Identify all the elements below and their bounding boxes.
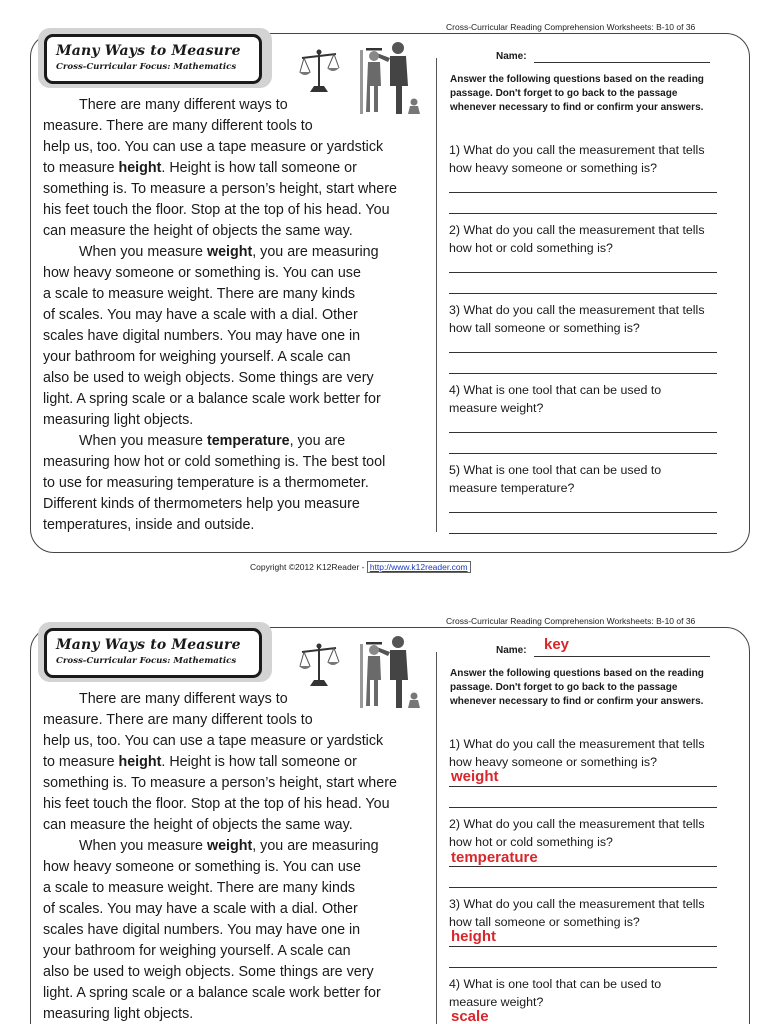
passage-line: of scales. You may have a scale with a dial. Other <box>43 307 358 323</box>
instructions: Answer the following questions based on the reading passage. Don't forget to go back to the passage whenever necessary to find or confirm your answers. <box>450 74 704 113</box>
worksheet-title: Many Ways to Measure <box>56 637 241 653</box>
answer-line[interactable] <box>449 807 717 808</box>
passage-line: Different kinds of thermometers help you measure <box>43 496 360 512</box>
answer-line[interactable] <box>449 453 717 454</box>
passage-line: something is. To measure a person’s height, start where <box>43 775 397 791</box>
question-3: 3) What do you call the measurement that tells how tall someone or something is? <box>449 897 705 929</box>
answer-line[interactable] <box>449 293 717 294</box>
answer-weight: weight <box>451 768 499 785</box>
title-box <box>44 34 262 84</box>
passage-line: also be used to weigh objects. Some things are very <box>43 964 374 980</box>
keyword-height: height <box>118 754 162 770</box>
worksheet-subtitle: Cross-Curricular Focus: Mathematics <box>56 656 237 666</box>
name-label: Name: <box>496 51 527 62</box>
question-3: 3) What do you call the measurement that tells how tall someone or something is? <box>449 303 705 335</box>
name-field[interactable] <box>534 656 710 657</box>
copyright-footer: Copyright ©2012 K12Reader - http://www.k12reader.com <box>250 562 471 572</box>
answer-temperature: temperature <box>451 849 538 866</box>
column-divider <box>436 652 437 1024</box>
worksheet-header: Cross-Curricular Reading Comprehension Worksheets: B-10 of 36 <box>446 616 696 626</box>
passage-line: how heavy someone or something is. You can use <box>43 859 361 875</box>
answer-line[interactable] <box>449 946 717 947</box>
passage-line: There are many different ways to <box>79 97 288 113</box>
question-1: 1) What do you call the measurement that tells how heavy someone or something is? <box>449 737 705 769</box>
reading-passage <box>43 689 433 1024</box>
question-5: 5) What is one tool that can be used to measure temperature? <box>449 463 662 495</box>
passage-line: scales have digital numbers. You may have one in <box>43 922 361 938</box>
worksheet-subtitle: Cross-Curricular Focus: Mathematics <box>56 62 237 72</box>
question-4: 4) What is one tool that can be used to measure weight? <box>449 977 662 1009</box>
answer-line[interactable] <box>449 272 717 273</box>
name-label: Name: <box>496 645 527 656</box>
balance-scale-icon <box>298 642 340 688</box>
reading-passage <box>43 95 433 536</box>
balance-scale-icon <box>298 48 340 94</box>
keyword-temperature: temperature <box>206 433 290 449</box>
keyword-height: height <box>118 160 162 176</box>
passage-line: light. A spring scale or a balance scale work better for <box>43 985 381 1001</box>
passage-line: measure. There are many different tools to <box>43 118 313 134</box>
passage-line: something is. To measure a person’s height, start where <box>43 181 397 197</box>
answer-line[interactable] <box>449 192 717 193</box>
answer-line[interactable] <box>449 786 717 787</box>
answer-line[interactable] <box>449 533 717 534</box>
passage-line: how heavy someone or something is. You can use <box>43 265 361 281</box>
worksheet-header: Cross-Curricular Reading Comprehension Worksheets: B-10 of 36 <box>446 22 696 32</box>
passage-line: temperatures, inside and outside. <box>43 517 255 533</box>
passage-line: your bathroom for weighing yourself. A scale can <box>43 943 351 959</box>
passage-line: your bathroom for weighing yourself. A scale can <box>43 349 351 365</box>
question-4: 4) What is one tool that can be used to measure weight? <box>449 383 662 415</box>
passage-line: his feet touch the floor. Stop at the top of his head. You <box>43 796 390 812</box>
passage-line: a scale to measure weight. There are many kinds <box>43 286 356 302</box>
passage-line: When you measure weight, you are measuring <box>79 244 379 260</box>
instructions: Answer the following questions based on the reading passage. Don't forget to go back to the passage whenever necessary to find or confirm your answers. <box>450 668 704 707</box>
passage-line: measuring light objects. <box>43 412 194 428</box>
key-handwritten: key <box>544 636 570 653</box>
answer-line[interactable] <box>449 967 717 968</box>
worksheet-title: Many Ways to Measure <box>56 43 241 59</box>
passage-line: help us, too. You can use a tape measure or yardstick <box>43 139 384 155</box>
answer-line[interactable] <box>449 352 717 353</box>
passage-line: measure. There are many different tools to <box>43 712 313 728</box>
keyword-weight: weight <box>206 838 253 854</box>
passage-line: measuring light objects. <box>43 1006 194 1022</box>
passage-line: also be used to weigh objects. Some things are very <box>43 370 374 386</box>
passage-line: can measure the height of objects the same way. <box>43 223 353 239</box>
answer-line[interactable] <box>449 432 717 433</box>
passage-line: his feet touch the floor. Stop at the top of his head. You <box>43 202 390 218</box>
answer-scale: scale <box>451 1008 489 1024</box>
passage-line: to measure height. Height is how tall someone or <box>43 754 357 770</box>
passage-line: a scale to measure weight. There are many kinds <box>43 880 356 896</box>
passage-line: light. A spring scale or a balance scale work better for <box>43 391 381 407</box>
column-divider <box>436 58 437 532</box>
passage-line: help us, too. You can use a tape measure or yardstick <box>43 733 384 749</box>
passage-line: scales have digital numbers. You may have one in <box>43 328 361 344</box>
passage-line: to use for measuring temperature is a thermometer. <box>43 475 369 491</box>
passage-line: to measure height. Height is how tall someone or <box>43 160 357 176</box>
title-box <box>44 628 262 678</box>
answer-line[interactable] <box>449 213 717 214</box>
question-2: 2) What do you call the measurement that tells how hot or cold something is? <box>449 817 705 849</box>
answer-line[interactable] <box>449 887 717 888</box>
answer-line[interactable] <box>449 373 717 374</box>
passage-line: measuring how hot or cold something is. The best tool <box>43 454 386 470</box>
passage-line: There are many different ways to <box>79 691 288 707</box>
answer-line[interactable] <box>449 866 717 867</box>
answer-height: height <box>451 928 496 945</box>
name-field[interactable] <box>534 62 710 63</box>
k12reader-link[interactable]: http://www.k12reader.com <box>367 561 471 573</box>
passage-line: When you measure temperature, you are <box>79 433 346 449</box>
passage-line: When you measure weight, you are measuring <box>79 838 379 854</box>
question-2: 2) What do you call the measurement that tells how hot or cold something is? <box>449 223 705 255</box>
question-1: 1) What do you call the measurement that tells how heavy someone or something is? <box>449 143 705 175</box>
keyword-weight: weight <box>206 244 253 260</box>
answer-line[interactable] <box>449 512 717 513</box>
passage-line: of scales. You may have a scale with a dial. Other <box>43 901 358 917</box>
worksheet-answer-key <box>0 594 768 1024</box>
passage-line: can measure the height of objects the same way. <box>43 817 353 833</box>
